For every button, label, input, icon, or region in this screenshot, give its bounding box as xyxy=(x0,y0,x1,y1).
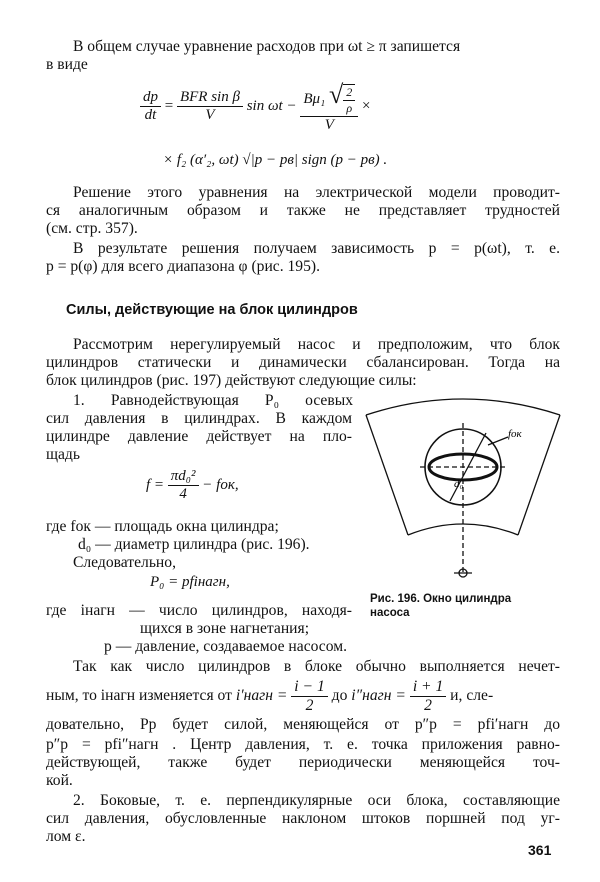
figure-caption xyxy=(370,592,560,620)
formula-p0: P₀ = pfiнагн, xyxy=(150,574,230,590)
eq-times: × xyxy=(362,98,371,115)
para4-frac2-lhs: i″нагн = xyxy=(351,687,406,704)
para3-line-2: цилиндров статически и динамически сбалансирован. Тогда на xyxy=(46,354,560,371)
para1-line-3: (см. стр. 357). xyxy=(46,220,138,237)
para4-frac1-den: 2 xyxy=(291,696,327,715)
item2-line-1: 2. Боковые, т. е. перпендикулярные оси блока, составляющие xyxy=(73,792,560,809)
where1-line-2: d₀ — диаметр цилиндра (рис. 196). xyxy=(78,536,310,553)
para4-frac1-num: i − 1 xyxy=(294,677,325,695)
para3-line-3: блок цилиндров (рис. 197) действуют следующие силы: xyxy=(46,372,417,389)
para4-line-4: p″p = pfi″нагн . Центр давления, т. е. точка приложения равно- xyxy=(46,736,560,753)
intro-line-1: В общем случае уравнение расходов при ωt ≥ π запишется xyxy=(73,38,461,55)
para4-frac2-num: i + 1 xyxy=(412,677,444,695)
where1-line-1: где fок — площадь окна цилиндра; xyxy=(46,518,279,535)
para3-line-1: Рассмотрим нерегулируемый насос и предположим, что блок xyxy=(73,336,560,353)
eq-lhs-den: dt xyxy=(140,106,161,124)
formula-f-tail: − fок, xyxy=(202,476,239,493)
para4-frac2-den: 2 xyxy=(410,696,446,715)
eq-lhs-fraction xyxy=(140,89,161,124)
eq-term2-fraction xyxy=(300,80,358,134)
para4-line2-a: ным, то iнагн изменяется от xyxy=(46,687,232,704)
item1-line-3: цилиндре давление действует на пло- xyxy=(46,428,352,445)
item1-line-2: сил давления в цилиндрах. В каждом xyxy=(46,410,352,427)
where2-line-1: где iнагн — число цилиндров, находя- xyxy=(46,602,352,619)
para4-line-3: довательно, Pp будет силой, меняющейся от p″p = pfi′нагн до xyxy=(46,716,560,733)
formula-f-lhs: f = xyxy=(146,476,165,493)
eq-term1-num: BFR sin β xyxy=(179,89,240,106)
formula-f xyxy=(146,468,239,503)
figure-cylinder-window xyxy=(358,395,568,590)
para4-line-6: кой. xyxy=(46,772,73,789)
item1-line-4: щадь xyxy=(46,446,80,463)
para2-line-1: В результате решения получаем зависимость p = p(ωt), т. е. xyxy=(73,240,560,257)
where1-line-3: Следовательно, xyxy=(73,554,176,571)
para4-frac1-lhs: i′нагн = xyxy=(235,687,288,704)
para4-frac1 xyxy=(291,678,327,715)
eq-lhs-num: dp xyxy=(143,89,158,106)
intro-line-2: в виде xyxy=(46,56,88,73)
where2-line-2: щихся в зоне нагнетания; xyxy=(140,620,310,637)
eq-term1-den: V xyxy=(177,106,243,124)
para4-line-5: действующей, также будет периодически меняющейся точ- xyxy=(46,754,560,771)
para1-line-2: ся аналогичным образом и также не представляет трудностей xyxy=(46,202,560,219)
fig-label-d0: d₀ xyxy=(454,478,464,490)
eq-sqrt-fraction xyxy=(343,84,355,116)
eq-sqrt-den: ρ xyxy=(343,100,355,116)
equation-main-line-2: × f₂ (α′₂, ωt) √|p − pв| sign (p − pв) . xyxy=(163,152,388,168)
item1-line-1: 1. Равнодействующая P₀ осевых xyxy=(73,392,353,409)
para4-mid: до xyxy=(331,687,348,704)
para1-line-1: Решение этого уравнения на электрической модели проводит- xyxy=(73,184,560,201)
eq-term2-num xyxy=(300,80,358,116)
eq-term1-tail: sin ωt − xyxy=(246,98,297,115)
eq-term2-prefix: Bμ₁ xyxy=(303,91,326,107)
fig-right-edge xyxy=(518,415,560,535)
para4-line2-b: и, сле- xyxy=(450,687,494,704)
where2-line-3: p — давление, создаваемое насосом. xyxy=(104,638,347,655)
page-number: 361 xyxy=(528,842,552,858)
formula-f-den: 4 xyxy=(168,485,199,503)
eq-term2-den: V xyxy=(300,116,358,134)
eq-sqrt-num: 2 xyxy=(346,84,353,99)
sqrt-sign: √ xyxy=(329,80,344,109)
fig-label-fok: fок xyxy=(508,428,522,440)
figure-caption-line-1: Рис. 196. Окно цилиндра xyxy=(370,593,512,605)
formula-f-num: πd₀² xyxy=(170,468,196,484)
figure-caption-line-2: насоса xyxy=(370,607,410,619)
para4-frac2 xyxy=(410,678,446,715)
item2-line-3: лом ε. xyxy=(46,828,86,845)
formula-f-fraction xyxy=(168,468,199,503)
section-heading: Силы, действующие на блок цилиндров xyxy=(66,302,358,318)
para2-line-2: p = p(φ) для всего диапазона φ (рис. 195). xyxy=(46,258,320,275)
para4-line-1: Так как число цилиндров в блоке обычно выполняется нечет- xyxy=(73,658,560,675)
equation-main: $\frac{dp}{dt}$ = $\frac{\text{BFR sin β}}{V}$ sin ωt − Bμ₁ √ $\frac{2}{\rho}$ V × xyxy=(140,80,371,134)
fig-outer-arc xyxy=(366,399,560,415)
eq-term1-fraction xyxy=(177,89,243,124)
item2-line-2: сил давления, обусловленные наклоном штоков поршней под уг- xyxy=(46,810,560,827)
para4-line-2 xyxy=(46,676,560,716)
fig-left-edge xyxy=(366,415,408,535)
